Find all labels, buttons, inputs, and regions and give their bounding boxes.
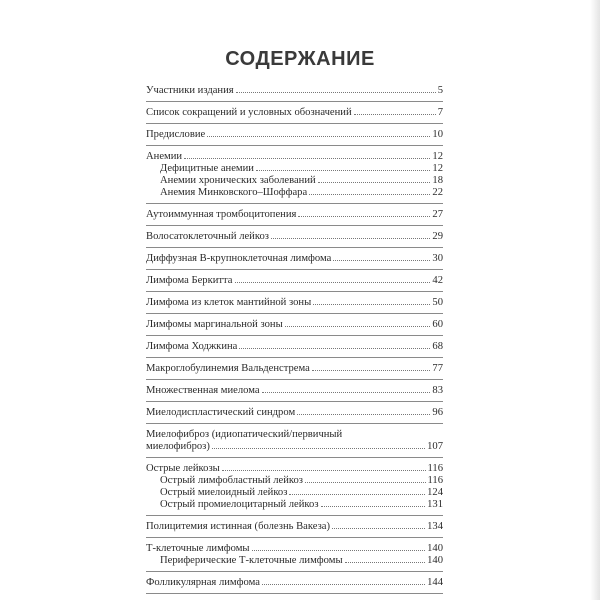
toc-entry-label: Список сокращений и условных обозначений <box>146 107 352 118</box>
toc-entry[interactable] <box>146 577 443 589</box>
toc-entry-label: Полицитемия истинная (болезнь Вакеза) <box>146 521 330 532</box>
toc-section <box>146 85 443 102</box>
toc-entry[interactable] <box>146 151 443 163</box>
toc-entry-label: Волосатоклеточный лейкоз <box>146 231 269 242</box>
dot-leader <box>271 238 430 239</box>
toc-page-number: 12 <box>432 163 443 174</box>
toc-section <box>146 363 443 380</box>
toc-entry-label: Лимфома из клеток мантийной зоны <box>146 297 312 308</box>
toc-entry[interactable] <box>146 209 443 221</box>
toc-section <box>146 253 443 270</box>
toc-entry[interactable] <box>146 107 443 119</box>
toc-page-number: 68 <box>432 341 443 352</box>
toc-page-number: 50 <box>432 297 443 308</box>
page-title: СОДЕРЖАНИЕ <box>225 48 375 70</box>
toc-page-number: 5 <box>437 85 443 96</box>
toc-entry-label: Макроглобулинемия Вальденстрема <box>146 363 310 374</box>
toc-section <box>146 407 443 424</box>
dot-leader <box>313 304 430 305</box>
toc-subentry[interactable] <box>146 499 443 511</box>
toc-section <box>146 521 443 538</box>
toc-subentry[interactable] <box>146 175 443 187</box>
toc-page-number: 134 <box>427 521 443 532</box>
toc-page-number: 18 <box>432 175 443 186</box>
toc-entry[interactable] <box>146 297 443 309</box>
toc-entry-label: Острый лимфобластный лейкоз <box>160 475 303 486</box>
dot-leader <box>184 158 430 159</box>
dot-leader <box>236 92 436 93</box>
dot-leader <box>256 170 430 171</box>
toc-entry-label: Анемии <box>146 151 183 162</box>
toc-page-number: 116 <box>427 475 443 486</box>
dot-leader <box>239 348 430 349</box>
toc-section <box>146 341 443 358</box>
toc-entry[interactable] <box>146 129 443 141</box>
dot-leader <box>235 282 431 283</box>
toc-section <box>146 231 443 248</box>
toc-entry[interactable] <box>146 231 443 243</box>
dot-leader <box>207 136 430 137</box>
toc-entry[interactable] <box>146 521 443 533</box>
dot-leader <box>262 392 431 393</box>
toc-entry-label: Фолликулярная лимфома <box>146 577 260 588</box>
toc-entry-label: Анемия Минковского–Шоффара <box>160 187 308 198</box>
toc-entry-label: миелофиброз) <box>146 441 210 452</box>
toc-entry[interactable] <box>146 253 443 265</box>
dot-leader <box>297 414 430 415</box>
dot-leader <box>332 528 425 529</box>
toc-entry[interactable] <box>146 543 443 555</box>
page-edge-shadow <box>590 0 600 600</box>
toc-section <box>146 577 443 594</box>
toc-page-number: 124 <box>427 487 443 498</box>
toc-section <box>146 129 443 146</box>
dot-leader <box>289 494 425 495</box>
toc-section <box>146 151 443 204</box>
toc-section <box>146 543 443 572</box>
toc-entry-label: Предисловие <box>146 129 206 140</box>
toc-section <box>146 429 443 458</box>
toc-page-number: 60 <box>432 319 443 330</box>
dot-leader <box>262 584 425 585</box>
dot-leader <box>252 550 426 551</box>
toc-page-number: 29 <box>432 231 443 242</box>
toc-entry[interactable] <box>146 363 443 375</box>
toc-subentry[interactable] <box>146 555 443 567</box>
dot-leader <box>333 260 430 261</box>
toc-section <box>146 275 443 292</box>
toc-entry-label: Анемии хронических заболеваний <box>160 175 316 186</box>
toc-entry-label: Лимфомы маргинальной зоны <box>146 319 283 330</box>
toc-subentry[interactable] <box>146 487 443 499</box>
toc-entry-label: Множественная миелома <box>146 385 260 396</box>
toc-section <box>146 107 443 124</box>
toc-entry-label: Диффузная В-крупноклеточная лимфома <box>146 253 332 264</box>
toc-page-number: 27 <box>432 209 443 220</box>
toc-entry[interactable] <box>146 463 443 475</box>
toc-section <box>146 319 443 336</box>
toc-entry-label: Участники издания <box>146 85 234 96</box>
dot-leader <box>318 182 431 183</box>
toc-page-number: 107 <box>427 441 443 452</box>
toc-page-number: 96 <box>432 407 443 418</box>
dot-leader <box>354 114 436 115</box>
dot-leader <box>321 506 426 507</box>
toc-subentry[interactable] <box>146 163 443 175</box>
toc-page-number: 144 <box>427 577 443 588</box>
toc-entry-label: Периферические Т-клеточные лимфомы <box>160 555 343 566</box>
dot-leader <box>212 448 425 449</box>
toc-page-number: 30 <box>432 253 443 264</box>
dot-leader <box>222 470 426 471</box>
toc-page-number: 42 <box>432 275 443 286</box>
toc-page-number: 10 <box>432 129 443 140</box>
toc-page-number: 140 <box>427 543 443 554</box>
toc-page-number: 116 <box>427 463 443 474</box>
toc-page-number: 22 <box>432 187 443 198</box>
toc-entry-label: Аутоиммунная тромбоцитопения <box>146 209 297 220</box>
dot-leader <box>298 216 430 217</box>
toc-page-number: 7 <box>437 107 443 118</box>
toc-entry-label: Острые лейкозы <box>146 463 220 474</box>
toc-entry[interactable] <box>146 385 443 397</box>
toc-entry-label: Лимфома Беркитта <box>146 275 233 286</box>
toc-page-number: 77 <box>432 363 443 374</box>
toc-section <box>146 209 443 226</box>
toc-entry-label: Острый промиелоцитарный лейкоз <box>160 499 319 510</box>
toc-entry[interactable] <box>146 85 443 97</box>
dot-leader <box>345 562 426 563</box>
table-of-contents <box>146 85 443 599</box>
toc-entry[interactable] <box>146 341 443 353</box>
toc-page-number: 140 <box>427 555 443 566</box>
toc-entry-label: Острый миелоидный лейкоз <box>160 487 288 498</box>
toc-entry-label: Лимфома Ходжкина <box>146 341 238 352</box>
toc-entry-label: Дефицитные анемии <box>160 163 254 174</box>
toc-page-number: 12 <box>432 151 443 162</box>
toc-entry-label: Миелодиспластический синдром <box>146 407 296 418</box>
toc-section <box>146 297 443 314</box>
dot-leader <box>309 194 430 195</box>
toc-page-number: 131 <box>427 499 443 510</box>
toc-entry-label: Т-клеточные лимфомы <box>146 543 250 554</box>
toc-subentry[interactable] <box>146 475 443 487</box>
toc-entry[interactable] <box>146 407 443 419</box>
toc-entry[interactable] <box>146 319 443 331</box>
dot-leader <box>305 482 426 483</box>
dot-leader <box>312 370 431 371</box>
toc-entry[interactable] <box>146 441 443 453</box>
toc-page-number: 83 <box>432 385 443 396</box>
dot-leader <box>285 326 431 327</box>
toc-subentry[interactable] <box>146 187 443 199</box>
toc-section <box>146 385 443 402</box>
toc-entry[interactable] <box>146 275 443 287</box>
toc-section <box>146 463 443 516</box>
toc-entry-label[interactable]: Миелофиброз (идиопатический/первичный <box>146 429 343 440</box>
